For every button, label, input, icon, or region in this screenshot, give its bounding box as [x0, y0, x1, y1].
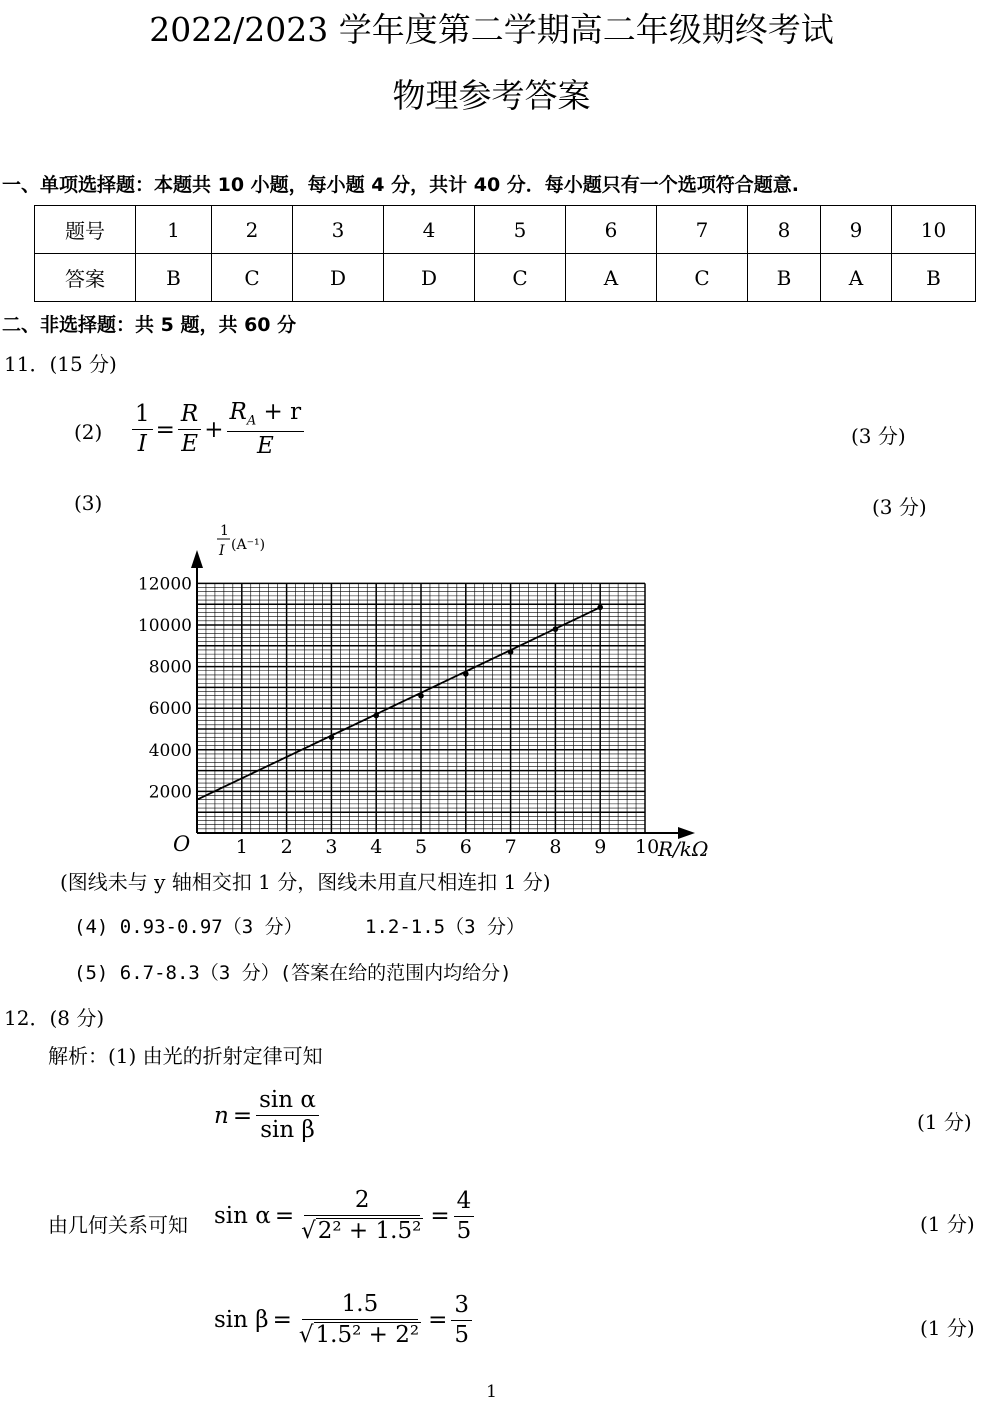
data-point	[418, 693, 424, 699]
section1-heading: 一、单项选择题：本题共 10 小题，每小题 4 分，共计 40 分．每小题只有一个选项符合题意.	[2, 174, 800, 196]
resistance-symbol: R	[229, 399, 247, 425]
q11-part3-score: (3 分)	[872, 495, 927, 519]
q11-part2-label: (2)	[74, 420, 103, 444]
answer-cell: C	[657, 254, 748, 302]
x-tick-label: 9	[594, 836, 607, 858]
y-tick-label: 10000	[137, 616, 192, 636]
page-title: 2022/2023 学年度第二学期高二年级期终考试	[149, 10, 834, 49]
question-cell: 4	[384, 206, 475, 254]
data-point	[553, 626, 559, 632]
y-tick-label: 8000	[148, 657, 192, 678]
numerator: sin α	[256, 1088, 319, 1116]
fraction	[132, 402, 153, 458]
graph-note: (图线未与 y 轴相交扣 1 分，图线未用直尺相连扣 1 分)	[60, 870, 551, 894]
y-tick-label: 2000	[148, 782, 192, 803]
question-cell: 7	[657, 206, 748, 254]
denominator: 5	[454, 1321, 469, 1348]
fraction	[298, 1188, 426, 1245]
answer-cell: B	[892, 254, 976, 302]
q11-part3-label: (3)	[74, 491, 103, 515]
radicand: 2² + 1.5²	[317, 1218, 422, 1245]
y-tick-label: 12000	[137, 574, 192, 595]
data-point	[597, 605, 603, 611]
numerator-rest: + r	[256, 399, 302, 425]
q11-part5: (5) 6.7-8.3（3 分）(答案在给的范围内均给分)	[74, 962, 512, 984]
answer-cell: B	[136, 254, 212, 302]
equals-sign: =	[155, 416, 175, 443]
q12-eq1-score: (1 分)	[917, 1110, 972, 1134]
denominator: √2² + 1.5²	[301, 1218, 422, 1245]
data-point	[329, 735, 335, 741]
denominator: E	[256, 432, 274, 459]
fraction	[451, 1293, 472, 1349]
y-tick-label: 4000	[148, 740, 192, 761]
x-tick-label: 2	[280, 836, 293, 858]
q12-eq3-score: (1 分)	[920, 1316, 975, 1340]
x-tick-label: 4	[370, 836, 383, 858]
numerator: 3	[451, 1293, 472, 1321]
fraction	[227, 400, 305, 459]
equals-sign: =	[232, 1102, 253, 1129]
numerator: R	[178, 402, 201, 430]
y-label-numerator: 1	[220, 523, 229, 539]
y-label-denominator: I	[219, 543, 225, 559]
denominator: 5	[456, 1217, 472, 1244]
fraction	[296, 1292, 424, 1349]
y-tick-label: 6000	[148, 699, 192, 720]
y-axis-arrow	[191, 550, 203, 568]
numerator	[227, 400, 305, 432]
x-tick-label: 7	[504, 836, 517, 858]
graph-chart	[120, 515, 720, 865]
page-number: 1	[486, 1382, 497, 1402]
q12-analysis: 解析：(1) 由光的折射定律可知	[48, 1044, 323, 1068]
denominator: sin β	[260, 1117, 315, 1144]
question-cell: 3	[293, 206, 384, 254]
x-tick-label: 1	[235, 836, 248, 858]
row-label-answer: 答案	[35, 254, 136, 302]
x-tick-label: 6	[459, 836, 472, 858]
equals-sign: =	[274, 1203, 295, 1230]
answer-cell: C	[212, 254, 293, 302]
fraction	[454, 1189, 475, 1245]
refraction-equation	[214, 1088, 319, 1144]
denominator: E	[181, 431, 198, 458]
question-cell: 2	[212, 206, 293, 254]
answer-cell: D	[384, 254, 475, 302]
fraction	[178, 402, 201, 458]
sin-alpha-equation	[214, 1188, 474, 1245]
x-axis-label: R/kΩ	[658, 837, 709, 861]
answer-cell: D	[293, 254, 384, 302]
answer-cell: A	[821, 254, 892, 302]
answer-cell: A	[566, 254, 657, 302]
answer-cell: B	[748, 254, 821, 302]
question-cell: 5	[475, 206, 566, 254]
question-cell: 1	[136, 206, 212, 254]
equals-sign: =	[272, 1307, 292, 1334]
numerator: 2	[304, 1188, 420, 1216]
x-tick-labels	[236, 836, 659, 858]
answer-row	[35, 254, 976, 302]
plus-sign: +	[204, 416, 224, 443]
answer-table	[34, 205, 976, 302]
question-cell: 8	[748, 206, 821, 254]
numerator: 4	[454, 1189, 475, 1217]
q11-part4: (4) 0.93-0.97（3 分）	[74, 916, 303, 938]
data-point	[508, 649, 514, 655]
question-cell: 6	[566, 206, 657, 254]
x-tick-label: 10	[635, 836, 660, 858]
data-point	[373, 713, 379, 719]
fraction	[256, 1088, 319, 1144]
denominator: √1.5² + 2²	[298, 1322, 420, 1349]
answer-cell: C	[475, 254, 566, 302]
q12-eq2-prefix: 由几何关系可知	[48, 1213, 188, 1237]
q11-part4-second: 1.2-1.5（3 分）	[365, 916, 525, 938]
section2-heading: 二、非选择题：共 5 题，共 60 分	[2, 314, 297, 336]
q11-heading: 11．(15 分)	[4, 352, 117, 376]
equation-lhs: sin α	[214, 1203, 271, 1230]
sin-beta-equation	[214, 1292, 472, 1349]
x-tick-label: 8	[549, 836, 562, 858]
q12-heading: 12．(8 分)	[4, 1006, 105, 1030]
row-label-question: 题号	[35, 206, 136, 254]
equals-sign: =	[430, 1203, 450, 1230]
q11-part2-score: (3 分)	[851, 424, 906, 448]
equation-lhs: n	[214, 1102, 229, 1129]
y-label-unit: (A⁻¹)	[231, 537, 266, 553]
numerator: 1.5	[302, 1292, 418, 1320]
q11-formula	[132, 400, 304, 459]
data-point	[463, 671, 469, 677]
q12-eq2-score: (1 分)	[920, 1212, 975, 1236]
x-tick-label: 3	[325, 836, 338, 858]
radicand: 1.5² + 2²	[315, 1322, 420, 1349]
question-row	[35, 206, 976, 254]
page-subtitle: 物理参考答案	[392, 76, 591, 115]
equals-sign: =	[428, 1307, 448, 1334]
question-cell: 9	[821, 206, 892, 254]
numerator: 1	[132, 402, 153, 430]
origin-label: O	[173, 832, 191, 856]
subscript: A	[246, 413, 257, 429]
y-tick-labels	[138, 574, 192, 802]
question-cell: 10	[892, 206, 976, 254]
equation-lhs: sin β	[214, 1307, 269, 1334]
x-tick-label: 5	[415, 836, 428, 858]
denominator: I	[137, 431, 147, 458]
